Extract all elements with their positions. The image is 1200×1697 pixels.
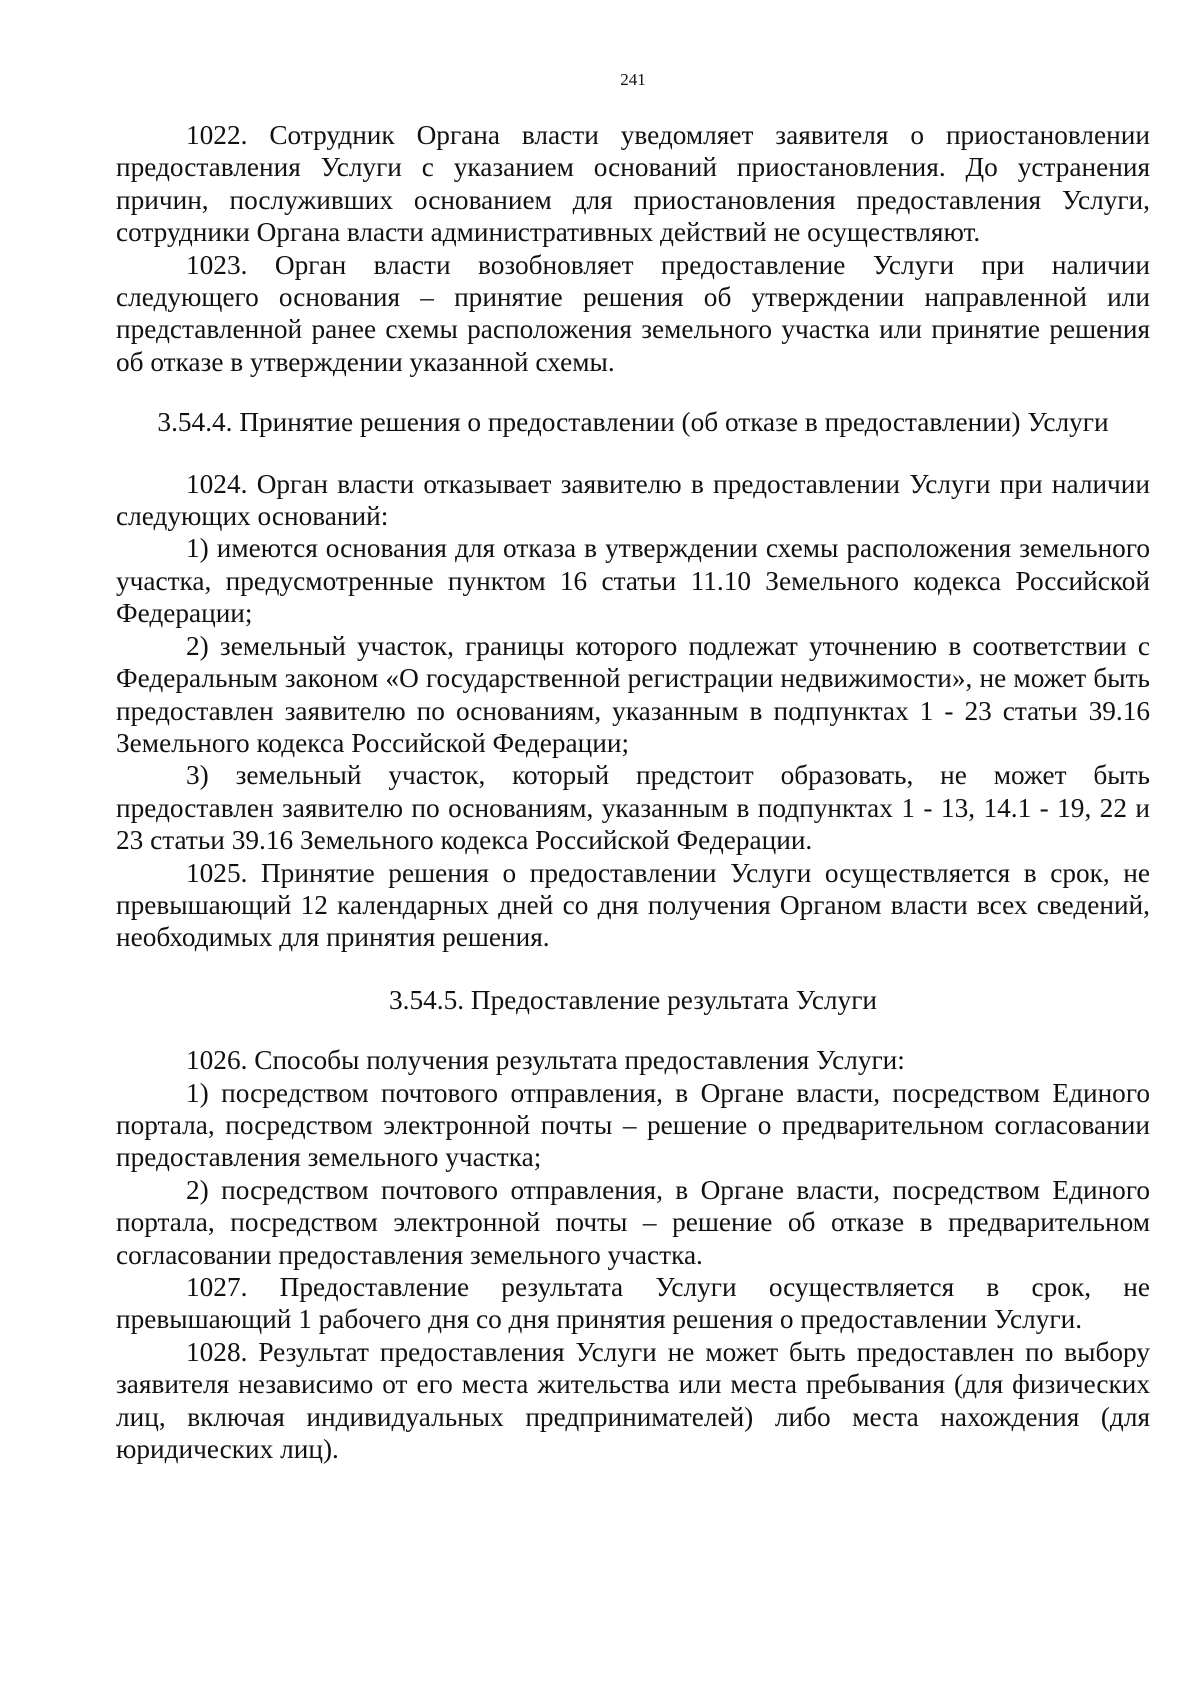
section-heading-3-54-5: 3.54.5. Предоставление результата Услуги xyxy=(388,984,878,1015)
paragraph-1023: 1023. Орган власти возобновляет предоставление Услуги при наличии следующего основания – принятие решения об утверждении направленной или представленной ранее схемы расположения земельного участка или принятие решения об отказе в утверждении указанной схемы. xyxy=(116,249,1150,377)
list-item-1026-2: 2) посредством почтового отправления, в Органе власти, посредством Единого портала, посредством электронной почты – решение об отказе в предварительном согласовании предоставления земельного участка. xyxy=(116,1174,1150,1270)
paragraph-1026: 1026. Способы получения результата предоставления Услуги: xyxy=(186,1045,905,1076)
list-item-1024-3: 3) земельный участок, который предстоит образовать, не может быть предоставлен заявителю по основаниям, указанным в подпунктах 1 - 13, 14.1 - 19, 22 и 23 статьи 39.16 Земельного кодекса Российской Федерации. xyxy=(116,760,1150,856)
page-number: 241 xyxy=(620,70,646,89)
paragraph-1028: 1028. Результат предоставления Услуги не может быть предоставлен по выбору заявителя независимо от его места жительства или места пребывания (для физических лиц, включая индивидуальных предпринимателей) либо места нахождения (для юридических лиц). xyxy=(116,1336,1150,1465)
paragraph-1024: 1024. Орган власти отказывает заявителю в предоставлении Услуги при наличии следующих оснований: xyxy=(116,468,1150,532)
paragraph-1022: 1022. Сотрудник Органа власти уведомляет заявителя о приостановлении предоставления Услуги с указанием оснований приостановления. До устранения причин, послуживших основанием для приостановления предоставления Услуги, сотрудники Органа власти административных действий не осуществляют. xyxy=(116,120,1150,248)
paragraph-1027: 1027. Предоставление результата Услуги осуществляется в срок, не превышающий 1 рабочего дня со дня принятия решения о предоставлении Услуги. xyxy=(116,1272,1150,1335)
list-item-1024-1: 1) имеются основания для отказа в утверждении схемы расположения земельного участка, предусмотренные пунктом 16 статьи 11.10 Земельного кодекса Российской Федерации; xyxy=(116,533,1150,629)
document-body xyxy=(116,119,1150,1465)
list-item-1026-1: 1) посредством почтового отправления, в Органе власти, посредством Единого портала, посредством электронной почты – решение о предварительном согласовании предоставления земельного участка; xyxy=(116,1077,1150,1173)
section-heading-3-54-4: 3.54.4. Принятие решения о предоставлении (об отказе в предоставлении) Услуги xyxy=(157,407,1109,438)
paragraph-1025: 1025. Принятие решения о предоставлении Услуги осуществляется в срок, не превышающий 12 календарных дней со дня получения Органом власти всех сведений, необходимых для принятия решения. xyxy=(116,857,1150,953)
list-item-1024-2: 2) земельный участок, границы которого подлежат уточнению в соответствии с Федеральным законом «О государственной регистрации недвижимости», не может быть предоставлен заявителю по основаниям, указанным в подпунктах 1 - 23 статьи 39.16 Земельного кодекса Российской Федерации; xyxy=(116,630,1150,758)
